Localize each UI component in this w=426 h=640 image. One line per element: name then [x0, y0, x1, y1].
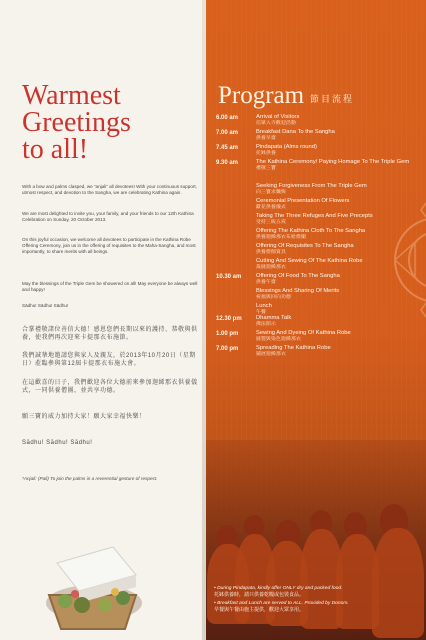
schedule-time: 7.45 am [216, 145, 239, 151]
event-chinese-label: 禮敬三寶 [256, 166, 276, 171]
event-chinese-label: 供養迦絺那衣布給僧團 [256, 235, 306, 240]
event-label: Cutting And Sewing Of The Kathina Robe [256, 258, 363, 264]
program-title: Program [218, 82, 305, 109]
footer-note-2: Breakfast and Lunch are served to ALL. Provided by Donors. [217, 601, 349, 606]
event-label: Seeking Forgiveness From The Triple Gem [256, 183, 367, 189]
chinese-paragraph-4: 願三寶的威力加持大家！願大家幸福快樂！ [22, 414, 146, 420]
event-chinese-label: 午餐 [256, 310, 266, 315]
event-chinese-label: 供養僧伽資具 [256, 250, 286, 255]
greeting-line-2: Greetings [22, 107, 131, 138]
footer-note-1-chinese: 托缽供養時，請只供養乾糧或包裝食品。 [214, 592, 305, 598]
schedule-event [256, 315, 291, 328]
event-chinese-label: 向三寶求懺悔 [256, 190, 286, 195]
letter-paragraph-1: With a bow and palms clasped, we “anjali” all devotees! With your continuous support, utmost respect, and devotion to the Sangha, we are celebrating Kathina again. [22, 184, 197, 195]
schedule-row [216, 213, 421, 228]
schedule-event [256, 198, 349, 211]
schedule-time: 7.00 am [216, 130, 239, 136]
schedule-event [256, 288, 339, 301]
schedule-event [256, 228, 365, 241]
schedule-time: 9.30 am [216, 160, 239, 166]
schedule-event [256, 144, 317, 157]
event-label: Ceremonial Presentation Of Flowers [256, 198, 350, 204]
event-chinese-label: 供養午齋 [256, 280, 276, 285]
offering-basket-image [31, 508, 161, 640]
event-chinese-label: 祝福與回向功德 [256, 295, 291, 300]
event-label: Arrival of Visitors [256, 114, 300, 120]
event-label: Offering Of Requisites To The Sangha [256, 243, 354, 249]
event-label: Sewing And Dyeing Of Kathina Robe [256, 330, 351, 336]
event-chinese-label: 供養早齋 [256, 136, 276, 141]
schedule-time: 10.30 am [216, 274, 242, 280]
greeting-line-3: to all! [22, 134, 89, 165]
program-schedule [216, 114, 421, 360]
decorative-mandala-icon [393, 180, 426, 340]
event-label: Breakfast Dana To the Sangha [256, 129, 335, 135]
schedule-event [256, 243, 354, 256]
anjali-note: *Anjali: (Pali) To join the palms in a reverential gesture of respect. [22, 476, 158, 481]
footer-note-1: During Pindapata, kindly offer ONLY dry and packed food. [217, 586, 343, 591]
schedule-time: 12.30 pm [216, 316, 242, 322]
event-label: Taking The Three Refuges And Five Precepts [256, 213, 373, 219]
event-label: Pindapata (Alms round) [256, 144, 317, 150]
chinese-paragraph-1: 合掌禮敬諸位善信大德！感恩您們長期以來的護持、恭敬與供養，使我們再次迎來卡提那衣布施節。 [22, 327, 198, 341]
event-chinese-label: 受持三皈五戒 [256, 220, 286, 225]
footer-note-2-chinese: 早餐與午餐由施主提供，歡迎大眾享用。 [214, 607, 305, 613]
schedule-row [216, 330, 421, 345]
chinese-paragraph-2: 我們誠摯地邀請您與家人及親友，於2013年10月20日（星期日）蒞臨參與第12屆卡提那衣布施大會。 [22, 353, 196, 367]
event-chinese-label: 縫製與染色迦絺那衣 [256, 337, 301, 342]
schedule-time: 7.00 pm [216, 346, 239, 352]
schedule-row [216, 159, 421, 183]
event-chinese-label: 信眾入寺歡迎活動 [256, 121, 296, 126]
greeting-title [22, 82, 198, 163]
event-label: Offering The Kathina Cloth To The Sangha [256, 228, 366, 234]
schedule-row [216, 198, 421, 213]
program-subtitle: 節目流程 [310, 94, 355, 104]
schedule-event [256, 258, 363, 271]
event-label: Blessings And Sharing Of Merits [256, 288, 340, 294]
letter-paragraph-4: May the blessings of the Triple Gem be showered on all! May everyone be always well and happy! [22, 281, 198, 292]
event-label: Offering Of Food To The Sangha [256, 273, 340, 279]
schedule-row [216, 345, 421, 360]
schedule-row [216, 183, 421, 198]
schedule-event [256, 273, 340, 286]
event-chinese-label: 托缽供養 [256, 151, 276, 156]
schedule-row [216, 144, 421, 159]
event-chinese-label: 佛法開示 [256, 322, 276, 327]
schedule-row [216, 243, 421, 258]
footer-notes: • During Pindapata, kindly offer ONLY dry and packed food. 托缽供養時，請只供養乾糧或包裝食品。 • Breakfast and Lunch are served to ALL. Provided by Donors. 早餐與午餐由施主提供，歡迎大眾享用。 [214, 586, 349, 613]
schedule-row [216, 288, 421, 303]
event-label: The Kathina Ceremony/ Paying Homage To The Triple Gem [256, 159, 410, 165]
event-label: Dhamma Talk [256, 315, 292, 321]
schedule-row [216, 129, 421, 144]
schedule-row [216, 273, 421, 288]
schedule-event [256, 183, 367, 196]
schedule-row [216, 315, 421, 330]
letter-paragraph-3: On this joyful occasion, we welcome all devotees to participate in the Kathina Robe Offering Ceremony, join us in the offering of requisites to the Maha-Sangha, and most importantly, to share merits with all beings. [22, 237, 196, 254]
schedule-time: 1.00 pm [216, 331, 239, 337]
schedule-event [256, 114, 299, 127]
chinese-paragraph-5: Sādhu! Sādhu! Sādhu! [22, 440, 93, 446]
schedule-time: 6.00 am [216, 115, 239, 121]
event-chinese-label: 獻花供養儀式 [256, 205, 286, 210]
schedule-row [216, 114, 421, 129]
schedule-row [216, 258, 421, 273]
event-label: Spreading The Kathina Robe [256, 345, 331, 351]
letter-paragraph-5: Sādhu! Sādhu! Sādhu! [22, 303, 69, 308]
schedule-row [216, 303, 421, 315]
schedule-event [256, 159, 409, 172]
schedule-event [256, 330, 351, 343]
schedule-event [256, 129, 335, 142]
event-chinese-label: 鋪展迦絺那衣 [256, 352, 286, 357]
letter-paragraph-2: We are most delighted to invite you, your family, and your friends to our 12th Kathina Celebration on Sunday, 20 October 2013. [22, 211, 194, 222]
schedule-event [256, 345, 331, 358]
event-chinese-label: 裁縫迦絺那衣 [256, 265, 286, 270]
schedule-row [216, 228, 421, 243]
chinese-paragraph-3: 在這歡喜的日子，我們歡迎各位大德前來參加迦絺那衣供養儀式，一同供養僧團，並共享功德。 [22, 380, 198, 394]
schedule-event [256, 213, 373, 226]
event-label: Lunch [256, 303, 272, 309]
greeting-line-1: Warmest [22, 80, 121, 111]
